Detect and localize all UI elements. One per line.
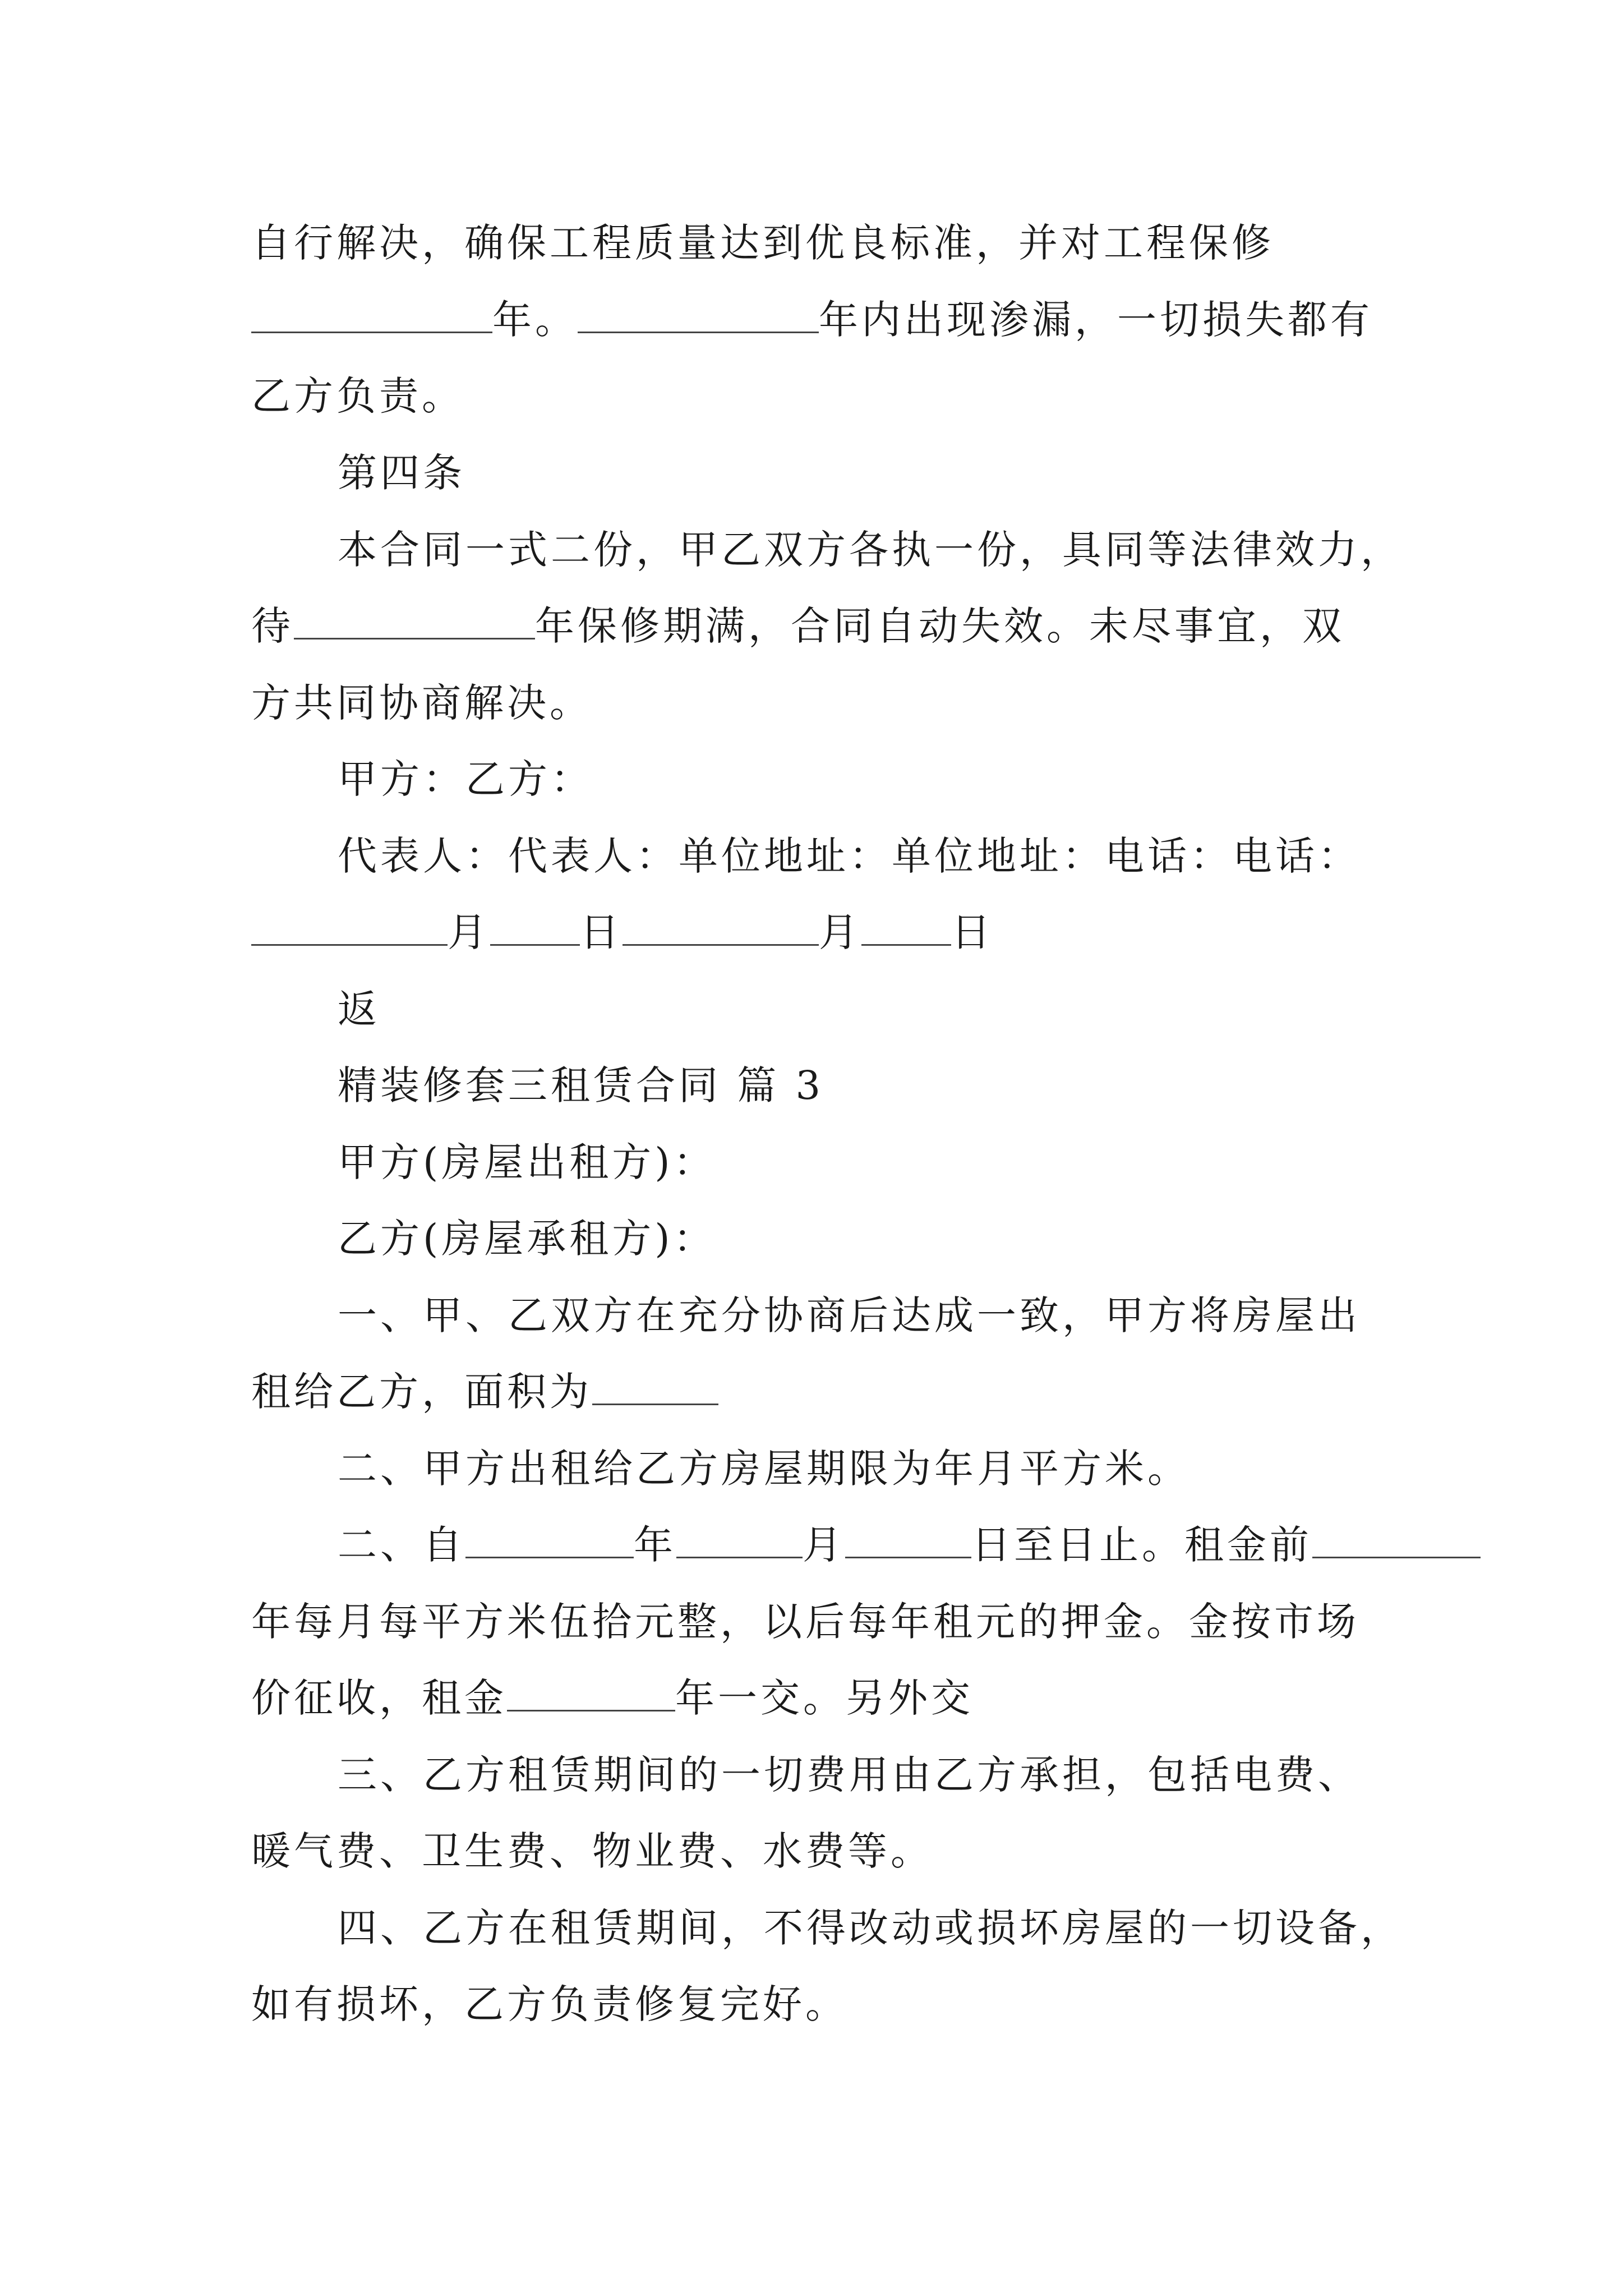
text-segment: 租给乙方，面积为 — [251, 1369, 592, 1415]
fill-blank — [592, 1370, 718, 1405]
fill-blank — [676, 1523, 803, 1558]
text-segment: 三、乙方租赁期间的一切费用由乙方承担，包括电费、 — [338, 1752, 1361, 1798]
paragraph-line — [251, 295, 1373, 345]
text-segment: 二、自 — [338, 1522, 465, 1568]
text-segment: 第四条 — [338, 450, 465, 496]
text-segment: 年内出现渗漏，一切损失都有 — [819, 297, 1373, 343]
signature-parties-line — [338, 754, 593, 804]
paragraph-line — [338, 984, 380, 1034]
section-heading — [338, 448, 465, 498]
text-segment: 甲方：乙方： — [338, 756, 593, 802]
text-segment: 精装修套三租赁合同 篇 3 — [338, 1062, 824, 1108]
text-segment: 年一交。另外交 — [675, 1675, 974, 1721]
paragraph-line — [338, 524, 1403, 575]
text-segment: 一、甲、乙双方在充分协商后达成一致，甲方将房屋出 — [338, 1292, 1361, 1338]
clause-line — [338, 1750, 1361, 1800]
text-segment: 本合同一式二份，甲乙双方各执一份，具同等法律效力， — [338, 527, 1403, 573]
text-segment: 自行解决，确保工程质量达到优良标准，并对工程保修 — [251, 220, 1274, 266]
party-b-line — [338, 1213, 716, 1264]
text-segment: 待 — [251, 603, 294, 649]
paragraph-line — [251, 371, 464, 421]
fill-blank — [578, 298, 819, 333]
fill-blank — [845, 1523, 971, 1558]
text-segment: 年保修期满，合同自动失效。未尽事宜，双 — [535, 603, 1345, 649]
text-segment: 方共同协商解决。 — [251, 680, 592, 726]
clause-line — [338, 1520, 1481, 1570]
signature-details-line — [338, 831, 1361, 881]
paragraph-line — [251, 678, 592, 728]
text-segment: 返 — [338, 986, 380, 1032]
clause-line — [338, 1290, 1361, 1341]
clause-line — [251, 1979, 848, 2030]
text-segment: 日 — [951, 909, 994, 955]
text-segment: 代表人：代表人：单位地址：单位地址：电话：电话： — [338, 833, 1361, 879]
fill-blank — [294, 604, 535, 639]
clause-line — [251, 1596, 1359, 1647]
clause-line — [251, 1826, 933, 1876]
text-segment: 甲方(房屋出租方)： — [338, 1139, 716, 1185]
text-segment: 月 — [819, 909, 861, 955]
fill-blank — [251, 298, 492, 333]
fill-blank — [490, 910, 580, 946]
fill-blank — [623, 910, 819, 946]
paragraph-line — [251, 601, 1345, 651]
text-segment: 月 — [448, 909, 490, 955]
text-segment: 四、乙方在租赁期间，不得改动或损坏房屋的一切设备， — [338, 1905, 1403, 1951]
text-segment: 年。 — [492, 297, 578, 343]
paragraph-line — [251, 218, 1274, 268]
clause-line — [251, 1366, 718, 1417]
text-segment: 年 — [634, 1522, 676, 1568]
text-segment: 二、甲方出租给乙方房屋期限为年月平方米。 — [338, 1446, 1190, 1492]
text-segment: 日至日止。租金前 — [971, 1522, 1312, 1568]
clause-line — [338, 1443, 1190, 1494]
fill-blank — [251, 910, 448, 946]
document-title — [338, 1060, 824, 1111]
text-segment: 价征收，租金 — [251, 1675, 507, 1721]
fill-blank — [465, 1523, 634, 1558]
text-segment: 年每月每平方米伍拾元整，以后每年租元的押金。金按市场 — [251, 1599, 1359, 1645]
text-segment: 月 — [803, 1522, 845, 1568]
party-a-line — [338, 1137, 716, 1188]
fill-blank — [861, 910, 951, 946]
fill-blank — [1312, 1523, 1481, 1558]
text-segment: 乙方负责。 — [251, 373, 464, 419]
text-segment: 暖气费、卫生费、物业费、水费等。 — [251, 1828, 933, 1874]
text-segment: 乙方(房屋承租方)： — [338, 1216, 716, 1262]
text-segment: 日 — [580, 909, 623, 955]
text-segment: 如有损坏，乙方负责修复完好。 — [251, 1981, 848, 2027]
clause-line — [338, 1903, 1403, 1953]
date-line — [251, 907, 994, 958]
clause-line — [251, 1673, 974, 1723]
fill-blank — [507, 1676, 675, 1711]
